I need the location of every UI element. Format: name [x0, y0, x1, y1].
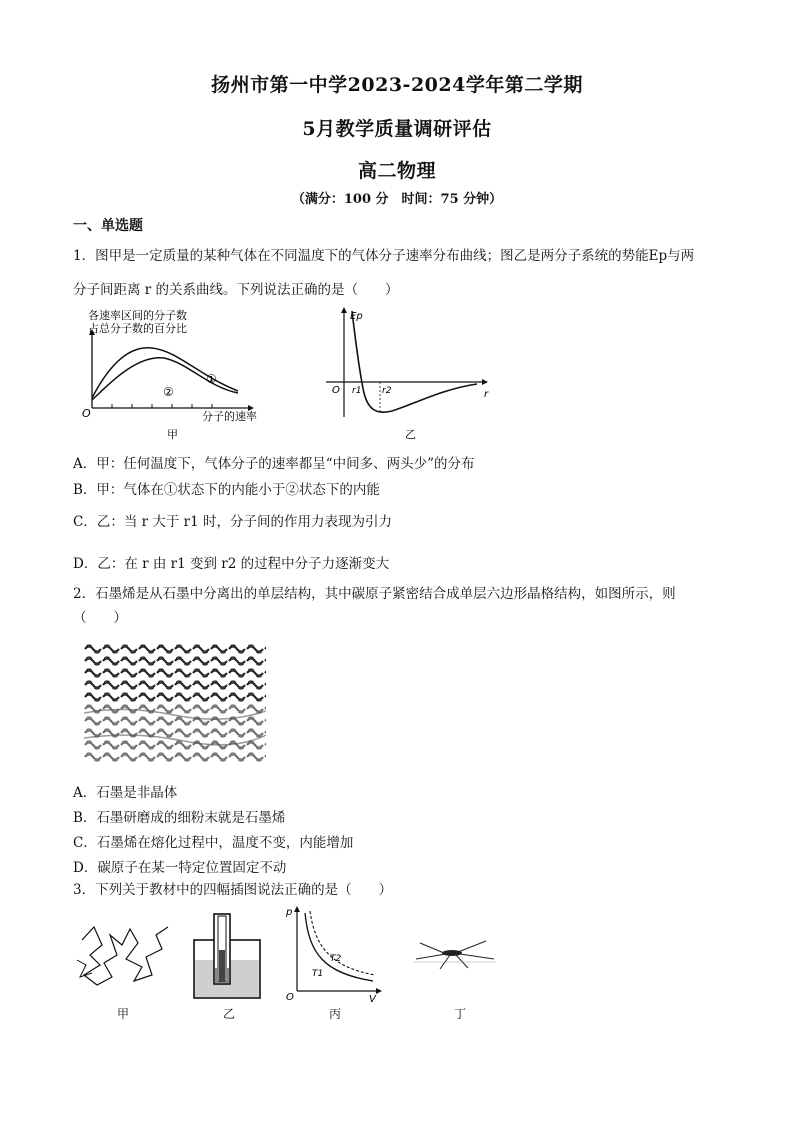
q3-caption-jia: 甲: [117, 1007, 130, 1021]
jia-ylabel-2: 占总分子数的百分比: [88, 322, 187, 335]
jia-origin: O: [82, 407, 91, 420]
bing-t1-label: T1: [312, 969, 324, 979]
q1-option-d: D．乙：在 r 由 r1 变到 r2 的过程中分子力逐渐变大: [73, 556, 390, 572]
q2-option-c: C．石墨烯在熔化过程中，温度不变，内能增加: [73, 835, 354, 851]
yi-x-arrow: [482, 379, 488, 385]
q1-option-c: C．乙：当 r 大于 r1 时，分子间的作用力表现为引力: [73, 514, 392, 530]
q3-caption-yi: 乙: [223, 1007, 236, 1021]
yi-r1-label: r1: [352, 386, 362, 396]
section-heading: 一、单选题: [73, 218, 143, 234]
subject-title: 高二物理: [357, 160, 436, 182]
q3-figure-jia: [72, 915, 172, 1000]
q1-option-a: A．甲：任何温度下，气体分子的速率都呈“中间多、两头少”的分布: [73, 456, 475, 472]
q3-figure-ding: [410, 935, 500, 975]
q3-figure-yi: [190, 912, 265, 1000]
yi-caption: 乙: [405, 428, 416, 441]
q3-caption-ding: 丁: [454, 1007, 467, 1021]
bing-ylabel: p: [286, 907, 293, 918]
jia-label-curve-2: ②: [163, 385, 174, 399]
jia-ylabel-1: 各速率区间的分子数: [88, 309, 187, 322]
bing-t2-label: T2: [330, 954, 342, 964]
yi-xlabel: r: [484, 389, 489, 400]
isotherm-t2: [310, 911, 375, 975]
page-subtitle: 5月教学质量调研评估: [302, 118, 492, 140]
q1-figure-jia: [78, 305, 278, 445]
q1-stem-line1: 1．图甲是一定质量的某种气体在不同温度下的气体分子速率分布曲线；图乙是两分子系统的势能Ep与两: [73, 248, 695, 264]
yi-y-arrow: [341, 307, 347, 313]
q2-stem-line1: 2．石墨烯是从石墨中分离出的单层结构，其中碳原子紧密结合成单层六边形晶格结构，如图所示，则: [73, 586, 676, 602]
yi-potential-curve: [352, 311, 477, 412]
jia-caption: 甲: [167, 428, 178, 441]
insect-body: [442, 950, 462, 956]
bing-xlabel: V: [369, 994, 376, 1003]
q1-stem-line2: 分子间距离 r 的关系曲线。下列说法正确的是（ ）: [73, 282, 399, 298]
graphene-photo: [84, 643, 266, 763]
jia-xlabel: 分子的速率: [202, 410, 257, 423]
q2-option-b: B．石墨研磨成的细粉末就是石墨烯: [73, 810, 286, 826]
bing-origin: O: [286, 992, 294, 1003]
q2-stem-line2: （ ）: [73, 610, 127, 626]
q2-option-d: D．碳原子在某一特定位置固定不动: [73, 860, 287, 876]
jia-label-curve-1: ①: [206, 372, 217, 386]
q3-caption-bing: 丙: [329, 1007, 342, 1021]
q3-stem: 3．下列关于教材中的四幅插图说法正确的是（ ）: [73, 882, 393, 898]
brownian-path: [82, 927, 168, 985]
exam-meta: （满分：100 分 时间：75 分钟）: [291, 192, 503, 207]
q1-figure-yi: [322, 305, 497, 445]
tube-liquid-column: [219, 950, 225, 982]
yi-origin: O: [332, 385, 340, 396]
page-title: 扬州市第一中学2023-2024学年第二学期: [211, 74, 583, 96]
q2-option-a: A．石墨是非晶体: [73, 785, 178, 801]
q1-option-b: B．甲：气体在①状态下的内能小于②状态下的内能: [73, 482, 380, 498]
yi-r2-label: r2: [382, 386, 392, 396]
q3-figure-bing: [283, 903, 383, 1003]
yi-ylabel: Ep: [350, 311, 363, 322]
